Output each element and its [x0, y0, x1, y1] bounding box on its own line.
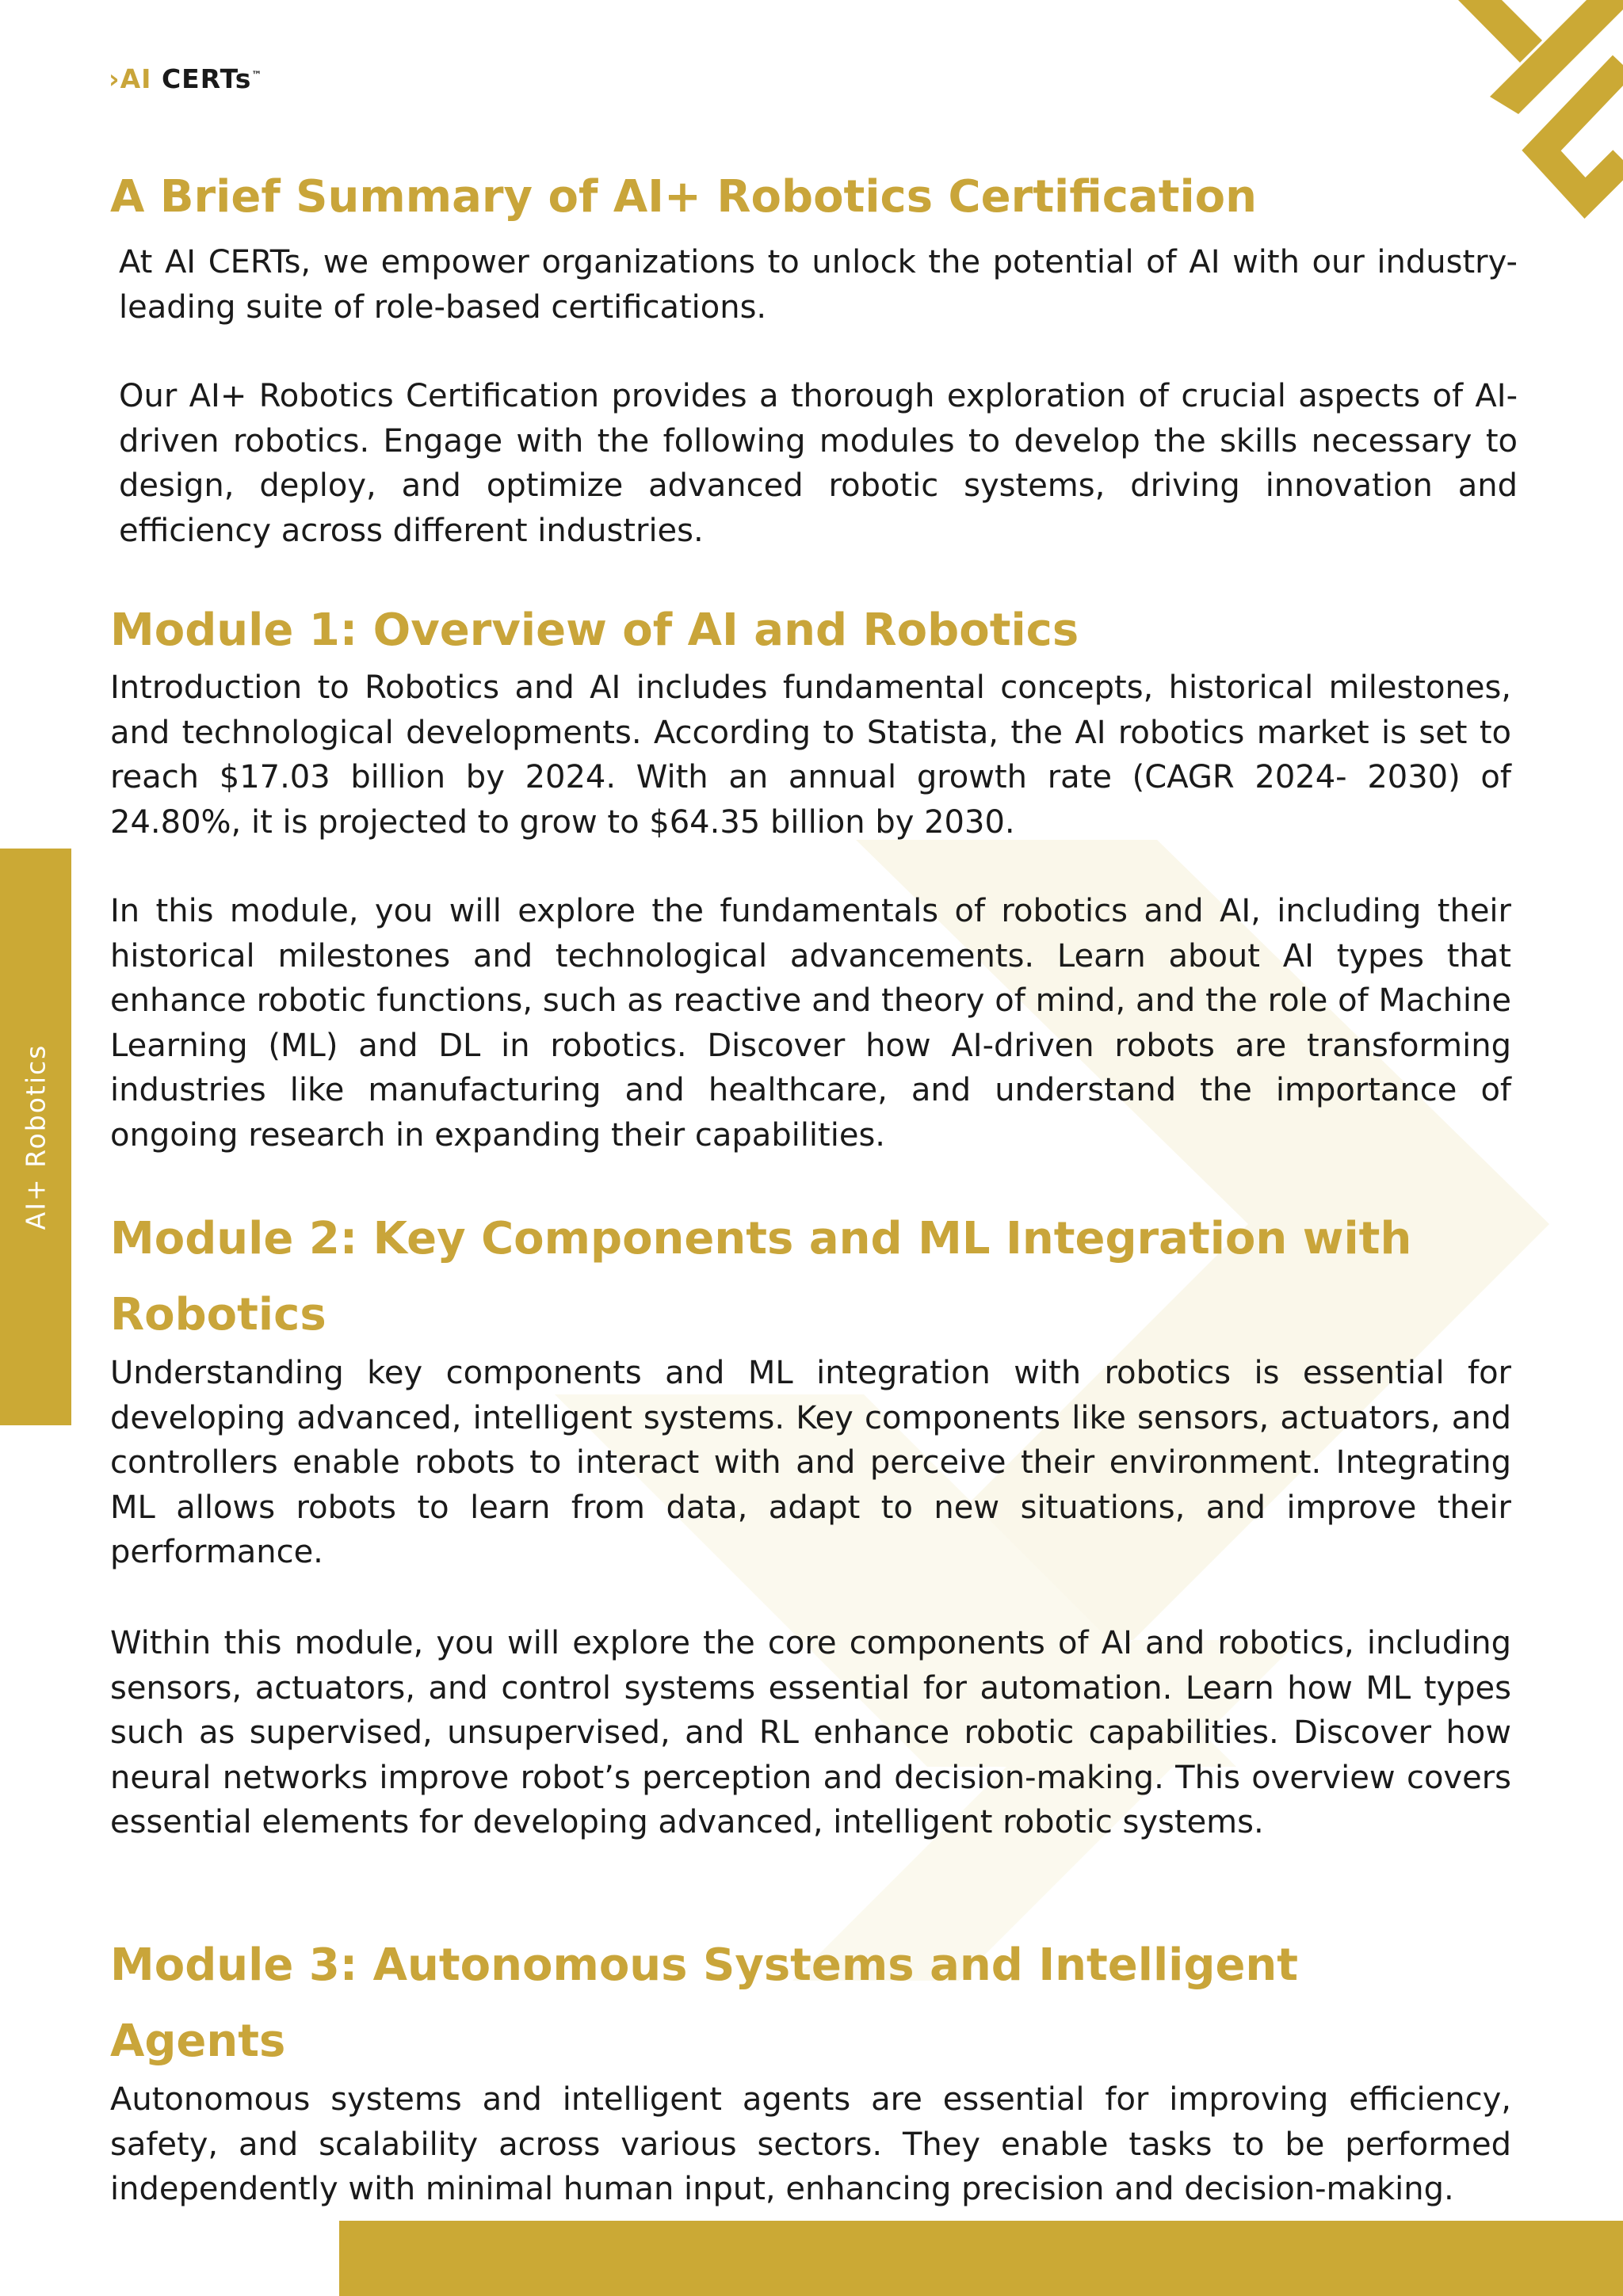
summary-title: A Brief Summary of AI+ Robotics Certification: [110, 171, 1258, 223]
module-1-paragraph-1: Introduction to Robotics and AI includes fundamental concepts, historical milestones, and technological developments. According to Statista, the AI robotics market is set to reach $17.03 billion by 2024. With an annual growth rate (CAGR 2024- 2030) of 24.80%, it is projected to grow to $64.35 billion by 2030.: [110, 669, 1511, 841]
module-2-paragraph-2: Within this module, you will explore the core components of AI and robotics, including sensors, actuators, and control systems essential for automation. Learn how ML types such as supervised, unsupervised, and RL enhance robotic capabilities. Discover how neural networks improve robot’s perception and decision-making. This overview covers essential elements for developing advanced, intelligent robotic systems.: [110, 1625, 1511, 1841]
side-tab-label: AI+ Robotics: [20, 1043, 52, 1230]
module-3-title-line-2: Agents: [110, 2016, 286, 2067]
side-tab: [0, 849, 71, 1425]
module-3-paragraph-1: Autonomous systems and intelligent agents are essential for improving efficiency, safety, and scalability across various sectors. They enable tasks to be performed independently with minimal human input, enhancing precision and decision-making.: [110, 2081, 1511, 2208]
logo-name-text: CERTs: [161, 63, 252, 94]
summary-paragraph-2: Our AI+ Robotics Certification provides a thorough exploration of crucial aspects of AI-driven robotics. Engage with the following modules to develop the skills necessary to design, deploy, and optimize advanced robotic systems, driving innovation and efficiency across different industries.: [119, 378, 1518, 549]
module-1-paragraph-2: In this module, you will explore the fundamentals of robotics and AI, including their historical milestones and technological advancements. Learn about AI types that enhance robotic functions, such as reactive and theory of mind, and the role of Machine Learning (ML) and DL in robotics. Discover how AI-driven robots are transforming industries like manufacturing and healthcare, and understand the importance of ongoing research in expanding their capabilities.: [110, 893, 1511, 1154]
footer-bar: [339, 2221, 1623, 2296]
module-2-paragraph-1: Understanding key components and ML integration with robotics is essential for developing advanced, intelligent systems. Key components like sensors, actuators, and controllers enable robots to interact with and perceive their environment. Integrating ML allows robots to learn from data, adapt to new situations, and improve their performance.: [110, 1355, 1511, 1571]
aicerts-logo: [109, 63, 262, 94]
corner-chevron: [1541, 65, 1623, 198]
logo-glyph: ›: [109, 63, 120, 94]
module-3-title-line-1: Module 3: Autonomous Systems and Intelligent: [110, 1939, 1299, 1991]
corner-stripe-1: [1458, 0, 1542, 63]
module-2-title-line-2: Robotics: [110, 1289, 327, 1341]
summary-paragraph-1: At AI CERTs, we empower organizations to unlock the potential of AI with our industry-leading suite of role-based certifications.: [119, 244, 1518, 326]
logo-trademark: ™: [251, 70, 263, 82]
module-2-title-line-1: Module 2: Key Components and ML Integration with: [110, 1213, 1412, 1264]
logo-accent-text: AI: [120, 63, 152, 94]
module-1-title: Module 1: Overview of AI and Robotics: [110, 605, 1079, 656]
